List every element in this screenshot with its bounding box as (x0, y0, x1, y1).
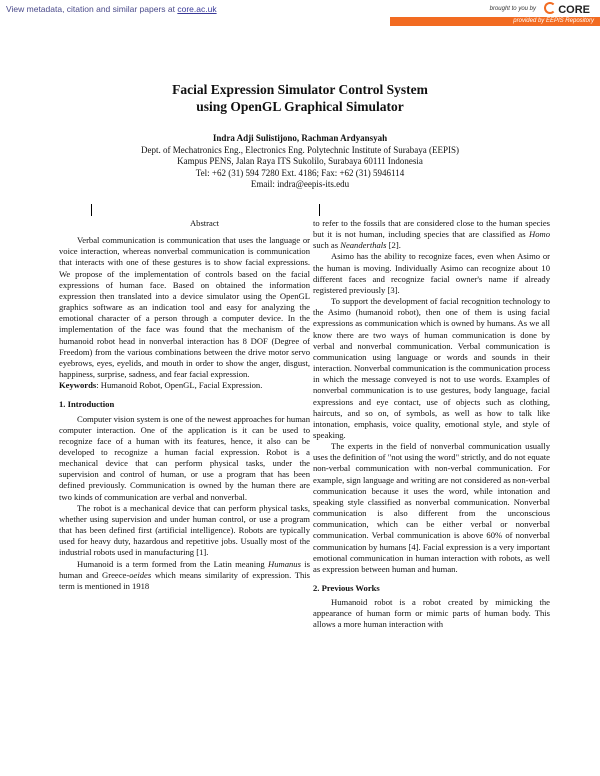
abstract-heading: Abstract (189, 218, 220, 228)
previous-works-paragraph: Humanoid robot is a robot created by mimicking the appearance of human form or mimic parts of human body. This allows a more human interaction with (313, 597, 550, 630)
affiliation: Dept. of Mechatronics Eng., Electronics Eng. Polytechnic Institute of Surabaya (EEPIS) (141, 144, 459, 155)
right-paragraph-1: to refer to the fossils that are considered close to the human species but it is not human, including species that are classified as Homo such as Neanderthals [2]. (313, 218, 550, 251)
section-previous-works-heading: 2. Previous Works (313, 583, 380, 593)
title-line-1: Facial Expression Simulator Control System (172, 82, 428, 97)
top-banner (0, 0, 600, 26)
keywords-label: Keywords (59, 380, 97, 391)
title-line-2: using OpenGL Graphical Simulator (196, 99, 404, 114)
margin-mark-right (319, 204, 320, 216)
brought-by-text: brought to you by (489, 6, 536, 12)
provided-by-banner[interactable]: provided by EEPIS Repository (390, 17, 600, 26)
right-paragraph-2: Asimo has the ability to recognize faces, even when Asimo or the human is moving. Individually Asimo can recognize about 10 different faces and recognize facial owner's name if already registered previously [3]. (313, 251, 550, 295)
keywords-text: : Humanoid Robot, OpenGL, Facial Expression. (96, 380, 263, 391)
email: Email: indra@eepis-its.edu (250, 179, 350, 189)
metadata-link-text: View metadata, citation and similar papers at (6, 4, 178, 14)
author-block (0, 133, 600, 191)
intro-paragraph-2: The robot is a mechanical device that can perform physical tasks, whether using supervision and under human control, or use a program that has been defined first (artificial intelligence). Robots are typically used for heavy duty, hazardous and repetitive jobs. Usually most of the industrial robots used in manufacturing [1]. (59, 502, 310, 558)
intro-paragraph-1: Computer vision system is one of the newest approaches for human computer interaction. One of the application is it can be used to recognize face of a human with its features, hence, it also can be developed to recognize a human facial expression. Robot is a mechanical device that can perform physical tasks, under the supervision and control of human, or use a program that has been defined previously. Communication is owned by the human there are two kinds of communication are verbal and nonverbal. (59, 413, 310, 502)
core-site-link[interactable]: core.ac.uk (177, 4, 217, 14)
right-column (313, 218, 550, 631)
core-logo[interactable] (544, 2, 590, 16)
abstract-text: Verbal communication is communication that uses the language or voice interaction, whereas nonverbal communication is communication that interacts with one of these gestures is to show facial expressions. We propose of the implementation of controls based on the facial expressions of human face. Based on obtained the information expression then translated into a device simulator using the OpenGL graphics software as an indication tool and easy for analyzing the emotional character of a person through a computer device. In the implementation of the face was found that the mechanism of the humanoid robot head in nonverbal interaction has 8 DOF (Degree of Freedom) from the various combinations between the drive motor servo eyebrows, eyes, eyelids, and mouth in order to show the anger, disgust, happiness, surprise, sadness, and fear facial expression. (59, 235, 310, 380)
right-paragraph-4: The experts in the field of nonverbal communication usually uses the definition of "not using the word" strictly, and do not equate non-verbal communication with non-verbal communication. For example, sign language and writing are not considered as non-verbal communication because it uses the word, while intonation and speaking style classified as nonverbal communication. Nonverbal communication is also different from the unconscious communication, which can be either verbal or nonverbal communication. Verbal communication is above 60% of nonverbal communication by humans [4]. Facial expression is a very important emotional communication in human interaction with robots, as well as expression between human and human. (313, 441, 550, 574)
metadata-link[interactable] (6, 4, 217, 14)
core-logo-text: CORE (558, 4, 590, 16)
keywords (59, 380, 310, 391)
section-introduction-heading: 1. Introduction (59, 399, 115, 410)
left-column (59, 218, 310, 592)
intro-paragraph-3: Humanoid is a term formed from the Latin meaning Humanus is human and Greece-oeides which means similarity of expression. This term is mentioned in 1918 (59, 558, 310, 591)
margin-mark-left (91, 204, 92, 216)
right-paragraph-3: To support the development of facial recognition technology to the Asimo (humanoid robot), then one of them is using facial expressions as communication which is owned by humans. As we all know there are two ways of human communication is done by verbal and nonverbal communication. Verbal communication is communication using language or words and sounds in their interaction. Nonverbal communication is the communication process in which the message conveyed is not to use words. Examples of nonverbal communication is to use gestures, body language, facial expressions and eye contact, use of objects such as clothing, haircuts, and so on, of symbols, as well as how to talk like intonation, emphasis, voice quality, emotional style, and style of speaking. (313, 296, 551, 440)
phone: Tel: +62 (31) 594 7280 Ext. 4186; Fax: +62 (31) 5946114 (195, 167, 405, 178)
core-logo-icon (544, 2, 556, 14)
address: Kampus PENS, Jalan Raya ITS Sukolilo, Surabaya 60111 Indonesia (177, 156, 423, 166)
author-names: Indra Adji Sulistijono, Rachman Ardyansyah (212, 133, 388, 143)
paper-title (0, 81, 600, 115)
